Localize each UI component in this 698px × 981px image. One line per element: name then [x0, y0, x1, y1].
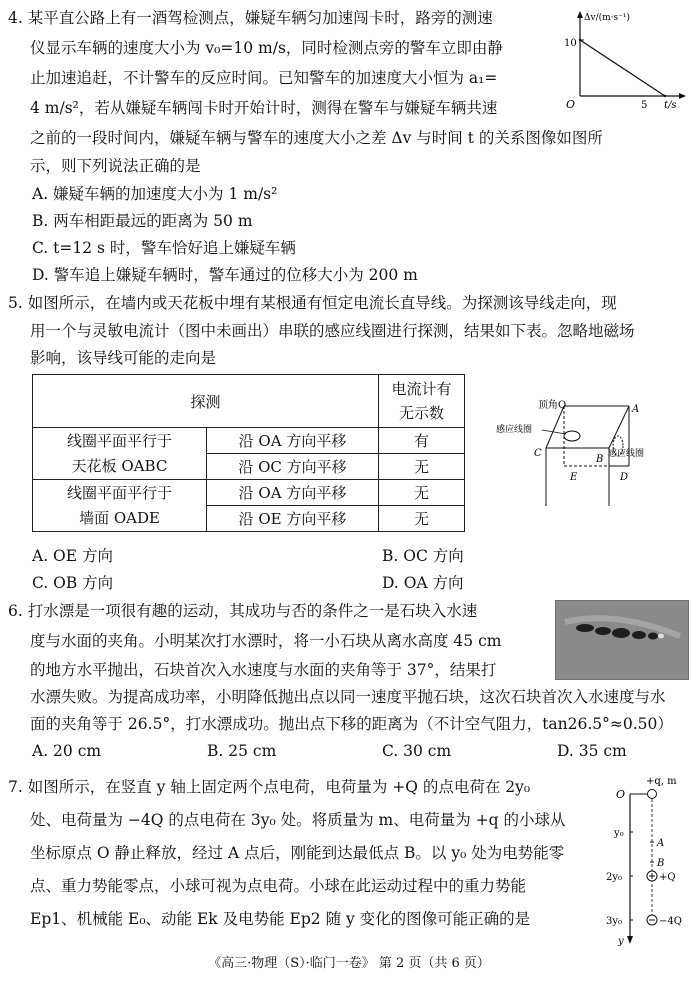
q6-option-b[interactable]: B. 25 cm	[207, 742, 277, 760]
q6-line: 度与水面的夹角。小明某次打水漂时，将一小石块从离水高度 45 cm	[30, 632, 502, 650]
ball-label: +q, m	[646, 776, 677, 787]
q4-line: 4 m/s²，若从嫌疑车辆闯卡时开始计时，测得在警车与嫌疑车辆共速	[30, 99, 498, 117]
stone-icon	[658, 634, 664, 639]
y-axis-label: Δv/(m·s⁻¹)	[584, 13, 631, 23]
q5-option-d[interactable]: D. OA 方向	[382, 574, 464, 592]
header-probe: 探测	[33, 375, 379, 428]
q5-line: 用一个与灵敏电流计（图中未画出）串联的感应线圈进行探测，结果如下表。忽略地磁场	[30, 322, 635, 340]
q6-option-d[interactable]: D. 35 cm	[557, 742, 627, 760]
y-tick-label: 10	[564, 38, 577, 49]
splash-icon	[595, 627, 611, 635]
photo-background	[555, 600, 689, 680]
table-cell-move: 沿 OA 方向平移	[207, 480, 379, 506]
table-cell-move: 沿 OE 方向平移	[207, 506, 379, 532]
ball-icon	[648, 790, 657, 799]
coil-label-wall: 感应线圈	[608, 449, 645, 459]
q4-line: 示，则下列说法正确的是	[30, 157, 201, 175]
delta-v-line	[580, 40, 665, 96]
q7-y-axis-diagram	[604, 772, 694, 950]
q5-option-c[interactable]: C. OB 方向	[32, 574, 114, 592]
q6-line: 的地方水平抛出，石块首次入水速度与水面的夹角等于 37°，结果打	[30, 661, 497, 679]
page-footer: 《高三·物理（S）·临门一卷》 第 2 页（共 6 页）	[208, 956, 490, 971]
x-axis-label: t/s	[664, 100, 677, 111]
q4-option-d[interactable]: D. 警车追上嫌疑车辆时，警车通过的位移大小为 200 m	[32, 266, 418, 284]
q5-probe-table	[32, 374, 465, 532]
q4-velocity-difference-graph	[560, 8, 690, 112]
table-cell-result: 无	[379, 506, 465, 532]
splash-icon	[612, 628, 630, 638]
q7-line: 7. 如图所示，在竖直 y 轴上固定两个点电荷，电荷量为 +Q 的点电荷在 2y₀	[8, 778, 531, 796]
point-d-label: D	[620, 472, 629, 483]
minus-4q-label: −4Q	[659, 916, 682, 927]
table-cell-result: 无	[379, 454, 465, 480]
q5-option-b[interactable]: B. OC 方向	[382, 547, 464, 565]
table-cell-move: 沿 OA 方向平移	[207, 428, 379, 454]
q7-line: Ep1、机械能 E₀、动能 Ek 及电势能 Ep2 随 y 变化的图像可能正确的是	[30, 910, 531, 928]
q6-option-c[interactable]: C. 30 cm	[382, 742, 452, 760]
ceiling-coil-icon	[564, 431, 580, 441]
y-axis-arrow-icon	[577, 11, 583, 18]
table-cell-result: 有	[379, 428, 465, 454]
table-row	[33, 480, 465, 506]
q6-line: 水漂失败。为提高成功率，小明降低抛出点以同一速度平抛石块，这次石块首次入水速度与水	[30, 688, 666, 706]
table-row	[33, 428, 465, 454]
q6-skipping-stone-photo	[555, 600, 689, 680]
q4-line: 止加速追赶，不计警车的反应时间。已知警车的加速度大小恒为 a₁=	[30, 69, 498, 87]
q6-line: 面的夹角等于 26.5°，打水漂成功。抛出点下移的距离为（不计空气阻力，tan26.5°≈0.50）	[30, 715, 673, 733]
coil-label-ceiling: 感应线圈	[496, 425, 533, 435]
y0-label: y₀	[614, 828, 624, 839]
point-e-label: E	[570, 472, 578, 483]
origin-label: O	[566, 98, 576, 111]
x-axis-arrow-icon	[679, 93, 686, 99]
y-axis-label: y	[618, 936, 624, 947]
header-meter-line-2: 无示数	[398, 404, 444, 422]
group2-label	[33, 480, 207, 532]
q4-option-c[interactable]: C. t=12 s 时，警车恰好追上嫌疑车辆	[32, 239, 296, 257]
header-meter	[379, 375, 465, 428]
q4-line: 仪显示车辆的速度大小为 v₀=10 m/s，同时检测点旁的警车立即由静	[30, 39, 503, 57]
edge-ab	[609, 406, 629, 448]
q5-line: 影响，该导线可能的走向是	[30, 349, 217, 367]
table-cell-move: 沿 OC 方向平移	[207, 454, 379, 480]
group2-line-1: 线圈平面平行于	[66, 483, 172, 502]
group1-line-1: 线圈平面平行于	[66, 431, 172, 450]
header-meter-line-1: 电流计有	[391, 380, 452, 398]
q4-option-a[interactable]: A. 嫌疑车辆的加速度大小为 1 m/s²	[32, 185, 278, 203]
q4-line: 4. 某平直公路上有一酒驾检测点，嫌疑车辆匀加速闯卡时，路旁的测速	[8, 9, 493, 27]
point-b-label: B	[657, 858, 665, 869]
2y0-label: 2y₀	[606, 872, 623, 883]
splash-icon	[576, 624, 594, 632]
y-axis-arrow-icon	[627, 936, 633, 944]
plus-q-label: +Q	[659, 872, 676, 883]
splash-icon	[648, 633, 658, 640]
edge-oc	[546, 406, 564, 448]
q4-line: 之前的一段时间内，嫌疑车辆与警车的速度大小之差 Δv 与时间 t 的关系图像如图所	[30, 129, 603, 147]
group1-line-2: 天花板 OABC	[71, 456, 168, 475]
table-header-row	[33, 375, 465, 428]
point-a-label: A	[632, 404, 640, 415]
origin-o-label: O	[616, 788, 626, 801]
q6-option-a[interactable]: A. 20 cm	[32, 742, 102, 760]
q4-option-b[interactable]: B. 两车相距最远的距离为 50 m	[32, 212, 253, 230]
data-point	[664, 95, 666, 97]
3y0-label: 3y₀	[606, 916, 623, 927]
point-c-label: C	[534, 448, 542, 459]
corner-o-label: 顶角O	[538, 400, 567, 411]
q7-line: 点、重力势能零点，小球可视为点电荷。小球在此运动过程中的重力势能	[30, 877, 527, 895]
x-tick-label: 5	[641, 100, 648, 111]
q5-line: 5. 如图所示，在墙内或天花板中埋有某根通有恒定电流长直导线。为探测该导线走向，现	[8, 294, 617, 312]
q7-line: 处、电荷量为 −4Q 的点电荷在 3y₀ 处。将质量为 m、电荷量为 +q 的小球从	[30, 811, 566, 829]
q6-line: 6. 打水漂是一项很有趣的运动，其成功与否的条件之一是石块入水速	[8, 602, 478, 620]
q7-line: 坐标原点 O 静止释放，经过 A 点后，刚能到达最低点 B。以 y₀ 处为电势能零	[30, 844, 565, 862]
point-a-label: A	[657, 838, 665, 849]
table-cell-result: 无	[379, 480, 465, 506]
q5-option-a[interactable]: A. OE 方向	[32, 547, 113, 565]
splash-icon	[632, 631, 646, 639]
q4-plot-area	[579, 39, 666, 97]
point-b-label: B	[596, 454, 604, 465]
group1-label	[33, 428, 207, 480]
q5-room-diagram	[494, 396, 654, 516]
group2-line-2: 墙面 OADE	[79, 508, 160, 527]
